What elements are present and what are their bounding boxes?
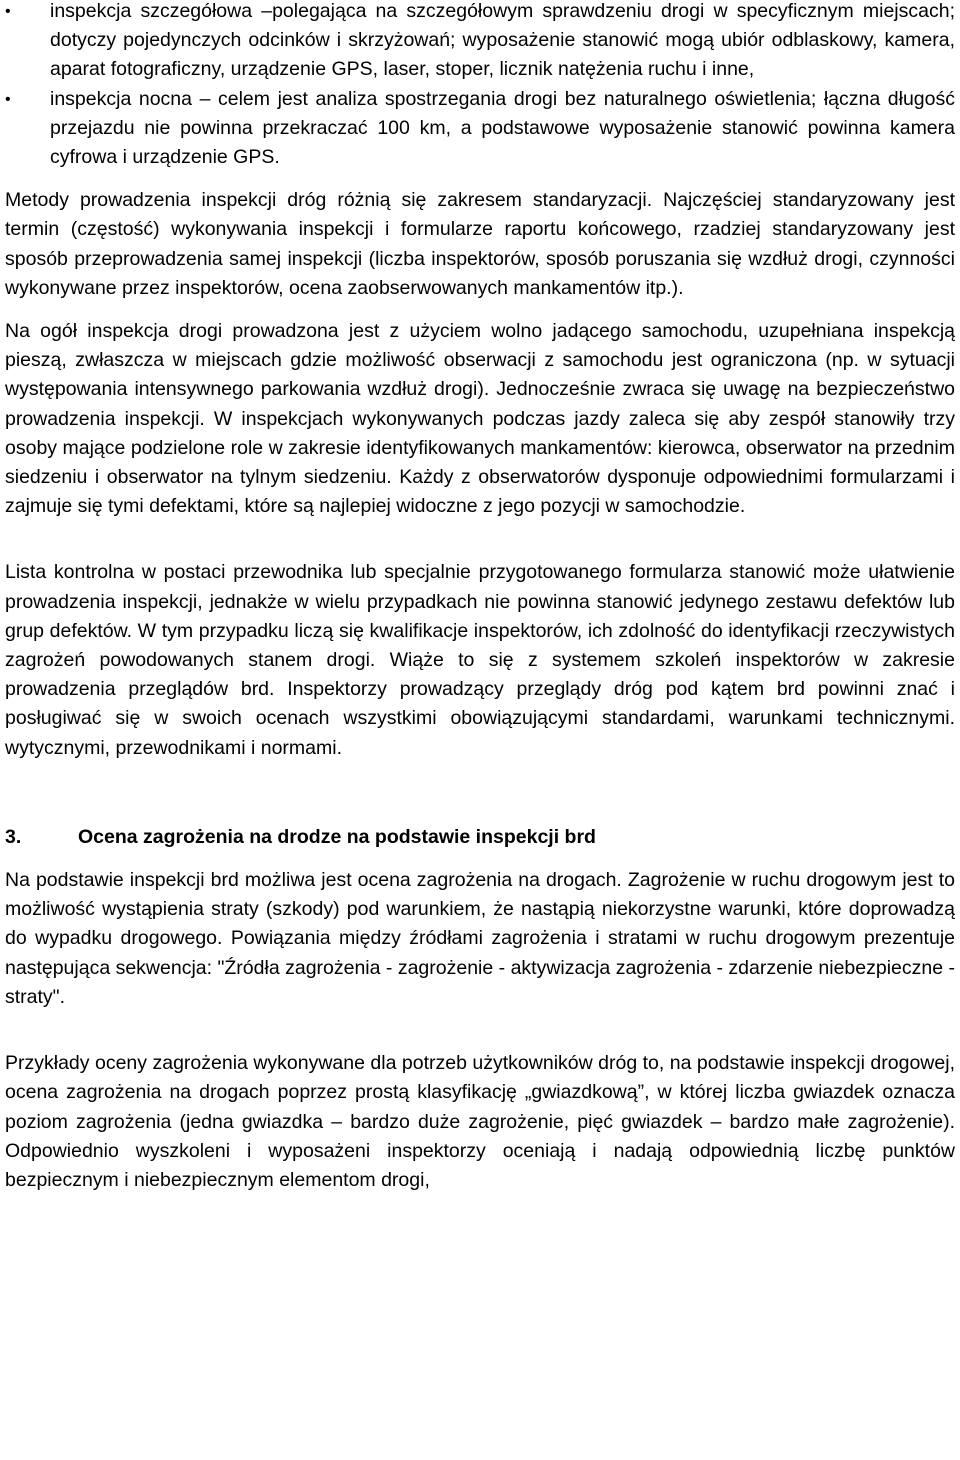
list-item — [5, 0, 955, 85]
section-heading — [5, 823, 955, 852]
bullet-icon: • — [5, 90, 11, 108]
paragraph-inspection-methods: Metody prowadzenia inspekcji dróg różnią się zakresem standaryzacji. Najczęściej standaryzowany jest termin (częstość) wykonywania inspekcji i formularze raportu końcowego, rzadziej standaryzowany jest sposób przeprowadzenia samej inspekcji (liczba inspektorów, sposób poruszania się wzdłuż drogi, czynności wykonywane przez inspektorów, ocena zaobserwowanych mankamentów itp.). — [5, 189, 955, 299]
bullet-text: inspekcja szczegółowa –polegająca na szczegółowym sprawdzeniu drogi w specyficznym miejscach; dotyczy pojedynczych odcinków i skrzyżowań; wyposażenie stanowić mogą ubiór odblaskowy, kamera, aparat fotograficzny, urządzenie GPS, laser, stoper, licznik natężenia ruchu i inne, — [50, 0, 955, 81]
list-item — [5, 85, 955, 173]
bullet-text: inspekcja nocna – celem jest analiza spostrzegania drogi bez naturalnego oświetlenia; łączna długość przejazdu nie powinna przekraczać 100 km, a podstawowe wyposażenie stanowić powinna kamera cyfrowa i urządzenie GPS. — [50, 87, 955, 169]
paragraph-threat-assessment: Na podstawie inspekcji brd możliwa jest ocena zagrożenia na drogach. Zagrożenie w ruchu drogowym jest to możliwość wystąpienia straty (szkody) pod warunkiem, że nastąpią niekorzystne warunki, które doprowadzą do wypadku drogowego. Powiązania między źródłami zagrożenia i stratami w ruchu drogowym prezentuje następująca sekwencja: "Źródła zagrożenia - zagrożenie - aktywizacja zagrożenia - zdarzenie niebezpieczne - straty". — [5, 869, 955, 1008]
bullet-icon: • — [5, 3, 11, 20]
paragraph-inspection-vehicle: Na ogół inspekcja drogi prowadzona jest z użyciem wolno jadącego samochodu, uzupełniana inspekcją pieszą, zwłaszcza w miejscach gdzie możliwość obserwacji z samochodu jest ograniczona (np. w sytuacji występowania intensywnego parkowania wzdłuż drogi). Jednocześnie zwraca się uwagę na bezpieczeństwo prowadzenia inspekcji. W inspekcjach wykonywanych podczas jazdy zaleca się aby zespół stanowiły trzy osoby mające podzielone role w zakresie identyfikowanych mankamentów: kierowca, obserwator na przednim siedzeniu i obserwator na tylnym siedzeniu. Każdy z obserwatorów dysponuje odpowiednimi formularzami i zajmuje się tymi defektami, które są najlepiej widoczne z jego pozycji w samochodzie. — [5, 320, 955, 518]
document-page — [5, 0, 955, 1195]
paragraph-star-rating: Przykłady oceny zagrożenia wykonywane dla potrzeb użytkowników dróg to, na podstawie inspekcji drogowej, ocena zagrożenia na drogach poprzez prostą klasyfikację „gwiazdkową”, w której liczba gwiazdek oznacza poziom zagrożenia (jedna gwiazdka – bardzo duże zagrożenie, pięć gwiazdek – bardzo małe zagrożenie). Odpowiednio wyszkoleni i wyposażeni inspektorzy oceniają i nadają odpowiednią liczbę punktów bezpiecznym i niebezpiecznym elementom drogi, — [5, 1052, 955, 1191]
paragraph-checklist: Lista kontrolna w postaci przewodnika lub specjalnie przygotowanego formularza stanowić może ułatwienie prowadzenia inspekcji, jednakże w wielu przypadkach nie powinna stanowić jedynego zestawu defektów lub grup defektów. W tym przypadku liczą się kwalifikacje inspektorów, ich zdolność do identyfikacji rzeczywistych zagrożeń powodowanych stanem drogi. Wiąże to się z systemem szkoleń inspektorów w zakresie prowadzenia przeglądów brd. Inspektorzy prowadzący przeglądy dróg pod kątem brd powinni znać i posługiwać się w swoich ocenach wszystkimi obowiązującymi standardami, warunkami technicznymi. wytycznymi, przewodnikami i normami. — [5, 561, 955, 759]
section-number: 3. — [5, 825, 22, 848]
section-title: Ocena zagrożenia na drodze na podstawie inspekcji brd — [78, 825, 596, 848]
bullet-list — [5, 0, 955, 172]
